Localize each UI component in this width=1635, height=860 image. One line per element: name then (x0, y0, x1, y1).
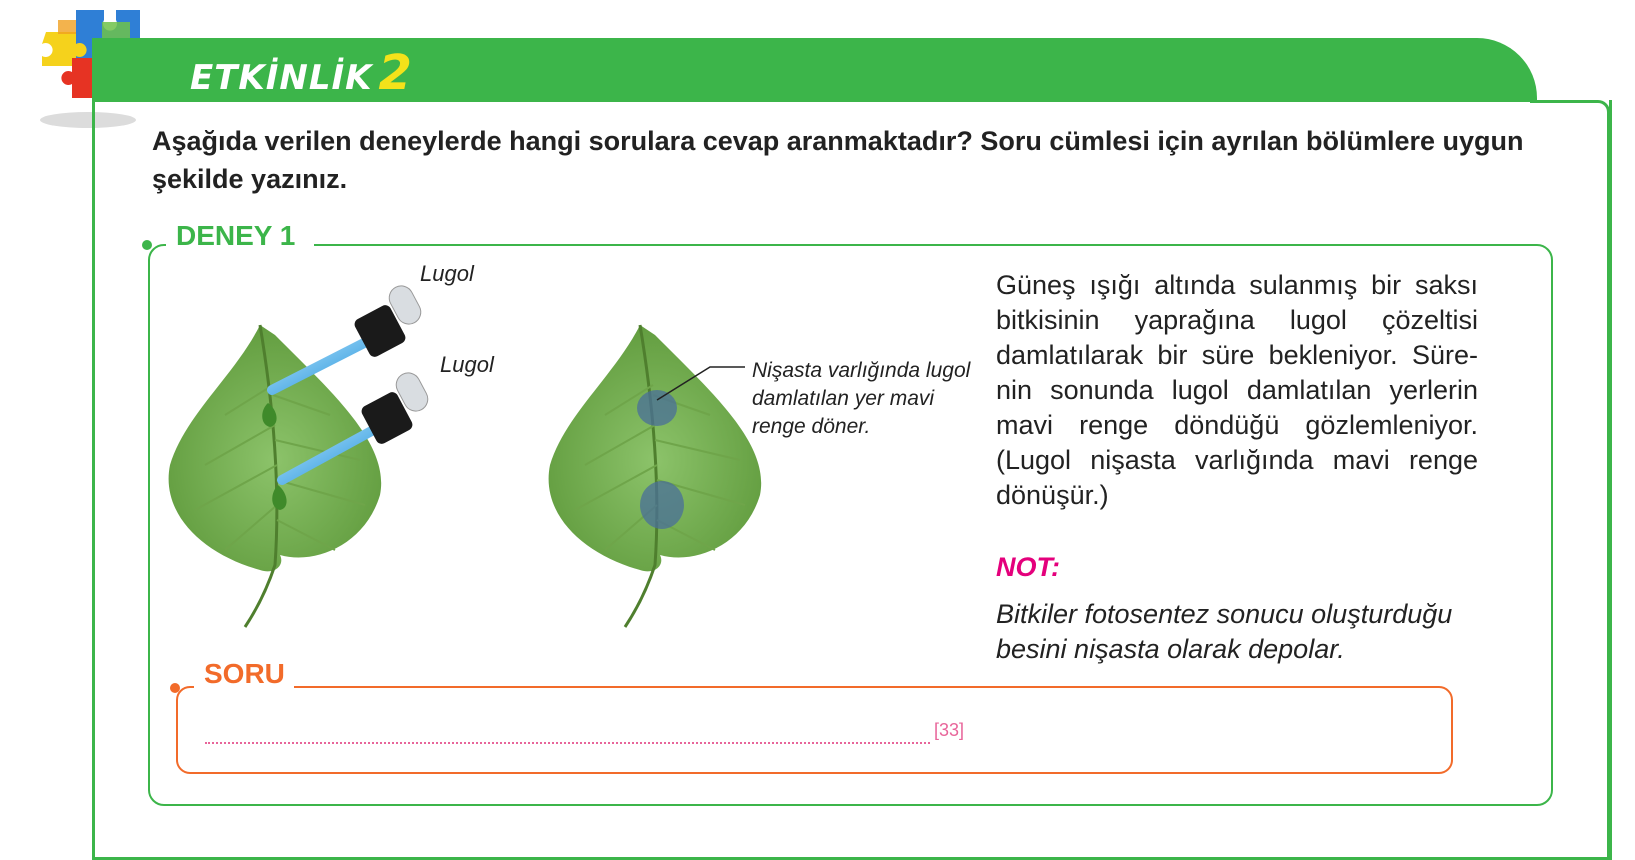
leaf-experiment-illustration (165, 265, 995, 635)
experiment-description: Güneş ışığı altında sulanmış bir saksı bitkisinin yaprağına lugol çözeltisi damlatılarak bir süre bekleniyor. Süre-nin sonunda lugol damlatılan yerlerin mavi renge döndüğü gözlemleniyor. (Lugol nişasta varlığında mavi renge dönüşür.) (996, 270, 1478, 510)
starch-annotation: Nişasta varlığında lugol damlatılan yer mavi renge döner. (752, 359, 971, 438)
answer-line[interactable] (205, 742, 930, 744)
activity-number: 2 (378, 45, 412, 101)
experiment-dot (142, 240, 152, 250)
instruction-text: Aşağıda verilen deneylerde hangi sorulara cevap aranmaktadır? Soru cümlesi için ayrılan bölümlere uygun şekilde yazınız. (152, 126, 1524, 194)
question-label: SORU (204, 658, 285, 689)
question-dot (170, 683, 180, 693)
experiment-label: DENEY 1 (176, 220, 296, 251)
right-leaf (549, 325, 762, 627)
dropper-label-2: Lugol (440, 352, 494, 377)
note-text: Bitkiler fotosentez sonucu oluşturduğu besini nişasta olarak depolar. (996, 599, 1453, 664)
answer-number: [33] (934, 720, 965, 740)
dropper-1 (272, 282, 425, 390)
activity-title-word: ETKİNLİK (190, 58, 373, 98)
activity-title (190, 45, 412, 101)
blue-spot-2 (640, 481, 684, 529)
question-box (176, 686, 1453, 774)
left-leaf (169, 325, 382, 627)
blue-spot-1 (637, 390, 677, 426)
dropper-label-1: Lugol (420, 261, 474, 286)
note-title: NOT: (996, 552, 1060, 582)
